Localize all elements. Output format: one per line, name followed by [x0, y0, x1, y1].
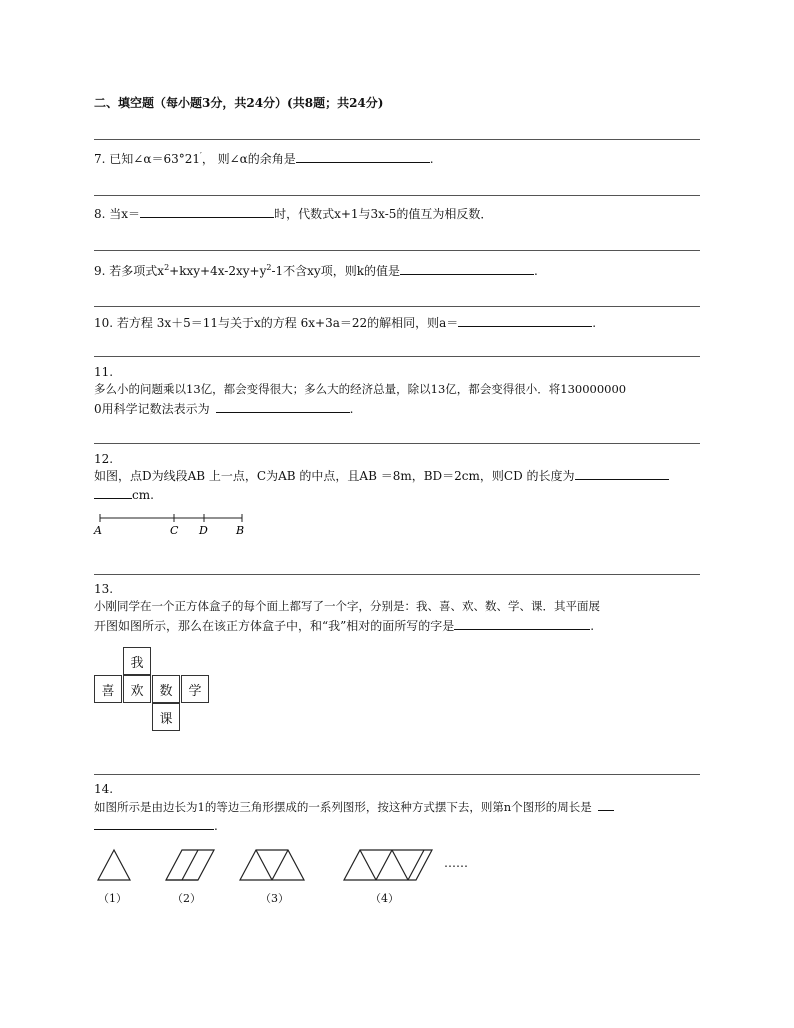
divider	[94, 574, 700, 575]
q11-answer-blank[interactable]	[216, 400, 350, 413]
q13-line1: 小刚同学在一个正方体盒子的每个面上都写了一个字，分别是：我、喜、欢、数、学、课．其平面展	[94, 599, 600, 613]
q7-period: .	[429, 152, 434, 166]
ellipsis: ……	[444, 856, 468, 870]
q13-line2-text: 开图如图所示，那么在该正方体盒子中，和“我”相对的面所写的字是	[94, 619, 455, 633]
q9-number: 9.	[94, 264, 106, 278]
q8-text: 当x＝	[109, 207, 141, 221]
q8-number: 8.	[94, 207, 106, 221]
q9-text-b: +kxy+4x-2xy+y	[169, 264, 267, 278]
q9-sup: 2	[164, 263, 170, 272]
q10-text: 若方程 3x＋5＝11与关于x的方程 6x+3a＝22的解相同，则a＝	[116, 316, 459, 330]
q12-number: 12.	[94, 452, 114, 466]
divider	[94, 443, 700, 444]
q10-period: .	[592, 316, 597, 330]
section-title: 二、填空题（每小题3分，共24分）(共8题；共24分)	[94, 96, 384, 110]
point-label-d: D	[199, 524, 208, 537]
point-label-c: C	[170, 524, 179, 537]
q14-answer-blank-cont[interactable]	[94, 817, 214, 830]
q13-period: .	[590, 619, 595, 633]
q12-answer-blank[interactable]	[575, 467, 669, 480]
figure-label-3: （3）	[260, 892, 289, 905]
q11-line1: 多么小的问题乘以13亿，都会变得很大；多么大的经济总量，除以13亿，都会变得很小．将130000000	[94, 382, 627, 396]
net-cell-xi: 喜	[94, 675, 122, 703]
q7-text: 已知∠α＝63°21	[109, 152, 200, 166]
question-9	[94, 262, 538, 279]
q14-line1	[94, 798, 614, 815]
q13-answer-blank[interactable]	[454, 617, 590, 630]
q10-number: 10.	[94, 316, 114, 330]
question-10	[94, 314, 596, 331]
divider	[94, 139, 700, 140]
divider	[94, 356, 700, 357]
divider	[94, 306, 700, 307]
q9-sup2: 2	[266, 263, 272, 272]
figure-label-1: （1）	[98, 892, 127, 905]
question-7	[94, 150, 434, 167]
point-label-b: B	[236, 524, 245, 537]
q7-number: 7.	[94, 152, 106, 166]
triangle-figure-2	[166, 850, 214, 880]
triangle-figures	[94, 845, 494, 885]
q9-period: .	[533, 264, 538, 278]
net-cell-wo: 我	[123, 647, 151, 675]
q14-number: 14.	[94, 782, 114, 796]
triangle-figure-4	[344, 850, 432, 880]
q7-text-b: ， 则∠α的余角是	[201, 152, 296, 166]
q14-answer-blank[interactable]	[598, 798, 614, 811]
net-cell-shu: 数	[152, 675, 180, 703]
q11-period: .	[349, 402, 354, 416]
q12-unit: cm.	[132, 488, 154, 502]
divider	[94, 250, 700, 251]
question-8	[94, 205, 492, 222]
q8-answer-blank[interactable]	[140, 205, 274, 218]
q11-line2-text: 0用科学记数法表示为	[94, 402, 210, 416]
figure-label-2: （2）	[172, 892, 201, 905]
q12-line1	[94, 467, 669, 484]
q12-answer-blank-cont[interactable]	[94, 486, 132, 499]
q7-prime: ′	[199, 151, 202, 160]
q9-answer-blank[interactable]	[400, 262, 534, 275]
q13-line2	[94, 617, 594, 634]
divider	[94, 195, 700, 196]
q13-number: 13.	[94, 582, 114, 596]
q12-line2	[94, 486, 154, 503]
q8-text-b: 时，代数式x+1与3x-5的值互为相反数．	[274, 207, 493, 221]
q9-text: 若多项式x	[109, 264, 165, 278]
q10-answer-blank[interactable]	[458, 314, 592, 327]
net-cell-ke: 课	[152, 703, 180, 731]
triangle-figure-3	[240, 850, 304, 880]
net-cell-huan: 欢	[123, 675, 151, 703]
divider	[94, 774, 700, 775]
q9-text-c: -1不含xy项，则k的值是	[271, 264, 400, 278]
q7-answer-blank[interactable]	[296, 150, 430, 163]
triangle-figure-1	[98, 850, 130, 880]
q11-number: 11.	[94, 365, 114, 379]
q14-line2	[94, 817, 218, 834]
q14-period: .	[214, 819, 218, 833]
q11-line2	[94, 400, 353, 417]
q14-line1-text: 如图所示是由边长为1的等边三角形摆成的一系列图形，按这种方式摆下去，则第n个图形的周长是	[94, 800, 592, 814]
net-cell-xue: 学	[181, 675, 209, 703]
point-label-a: A	[94, 524, 102, 537]
figure-label-4: （4）	[370, 892, 399, 905]
segment-diagram	[90, 510, 260, 540]
q12-line1-text: 如图，点D为线段AB 上一点，C为AB 的中点，且AB ＝8m，BD＝2cm，则CD 的长度为	[94, 469, 575, 483]
